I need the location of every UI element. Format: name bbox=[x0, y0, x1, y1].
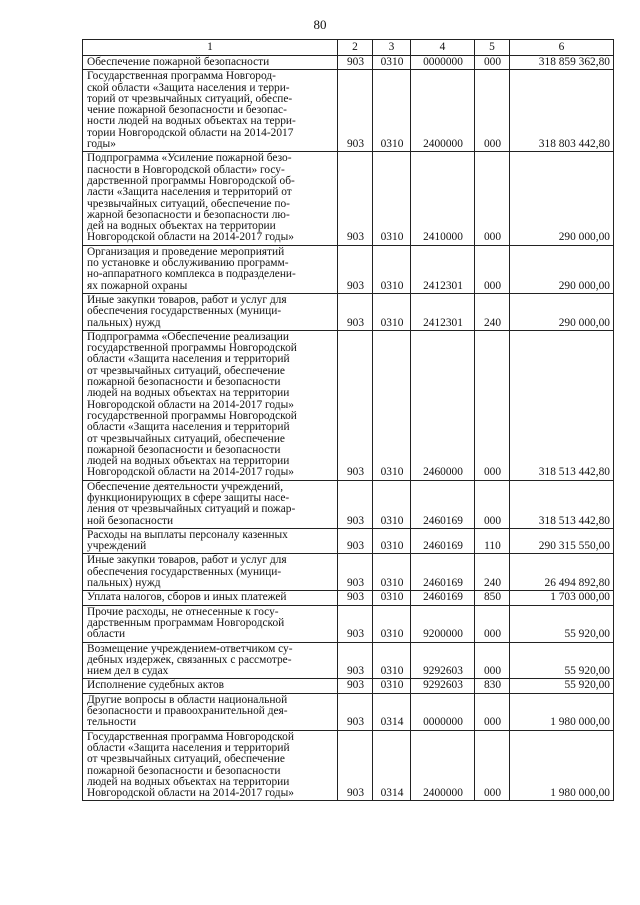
row-name-line: Государственная программа Новгород- bbox=[87, 70, 276, 83]
row-name-line: ях пожарной охраны bbox=[87, 279, 188, 292]
row-name-line: тории Новгородской области на 2014-2017 bbox=[87, 126, 294, 139]
section-code-cell: 0310 bbox=[373, 591, 411, 605]
table-row bbox=[83, 730, 614, 801]
target-article-code-cell: 2460169 bbox=[411, 554, 475, 591]
row-name-cell bbox=[83, 642, 338, 679]
row-name-line: Иные закупки товаров, работ и услуг для bbox=[87, 554, 287, 567]
row-name-line: Новгородской области на 2014-2017 годы» bbox=[87, 466, 294, 479]
expense-type-code-cell: 000 bbox=[475, 642, 510, 679]
row-name-line: Расходы на выплаты персоналу казенных bbox=[87, 528, 288, 541]
amount-cell: 318 803 442,80 bbox=[510, 70, 614, 152]
target-article-code-cell: 2400000 bbox=[411, 70, 475, 152]
row-name-line: дей на водных объектах на территории bbox=[87, 220, 276, 233]
row-name-line: Обеспечение деятельности учреждений, bbox=[87, 480, 284, 493]
target-article-code-cell: 2460169 bbox=[411, 528, 475, 554]
expense-type-code-cell: 850 bbox=[475, 591, 510, 605]
target-article-code-cell: 9292603 bbox=[411, 642, 475, 679]
table-row bbox=[83, 330, 614, 480]
ministry-code-cell: 903 bbox=[338, 554, 373, 591]
table-row bbox=[83, 693, 614, 730]
row-name-line: пальных) нужд bbox=[87, 316, 161, 329]
row-name-line: чение пожарной безопасности и безопас- bbox=[87, 104, 287, 117]
section-code-cell: 0314 bbox=[373, 693, 411, 730]
section-code-cell: 0310 bbox=[373, 56, 411, 70]
amount-cell: 318 859 362,80 bbox=[510, 56, 614, 70]
column-header: 3 bbox=[373, 40, 411, 56]
ministry-code-cell: 903 bbox=[338, 605, 373, 642]
amount-cell: 55 920,00 bbox=[510, 679, 614, 693]
row-name-line: ласти «Защита населения и территорий от bbox=[87, 186, 292, 199]
section-code-cell: 0310 bbox=[373, 480, 411, 528]
row-name-cell bbox=[83, 245, 338, 293]
column-header: 2 bbox=[338, 40, 373, 56]
section-code-cell: 0310 bbox=[373, 642, 411, 679]
row-name-line: Организация и проведение мероприятий bbox=[87, 245, 285, 258]
row-name-line: функционирующих в сфере защиты насе- bbox=[87, 491, 290, 504]
row-name-line: области «Защита населения и территорий bbox=[87, 741, 290, 754]
row-name-line: от чрезвычайных ситуаций, обеспечение bbox=[87, 432, 285, 445]
row-name-line: нием дел в судах bbox=[87, 665, 169, 678]
table-row bbox=[83, 293, 614, 330]
section-code-cell: 0310 bbox=[373, 293, 411, 330]
amount-cell: 290 000,00 bbox=[510, 152, 614, 245]
row-name-line: Уплата налогов, сборов и иных платежей bbox=[87, 591, 287, 604]
row-name-line: Прочие расходы, не отнесенные к госу- bbox=[87, 605, 279, 618]
amount-cell: 55 920,00 bbox=[510, 642, 614, 679]
ministry-code-cell: 903 bbox=[338, 693, 373, 730]
row-name-line: пальных) нужд bbox=[87, 577, 161, 590]
row-name-line: обеспечения государственных (муници- bbox=[87, 565, 282, 578]
ministry-code-cell: 903 bbox=[338, 70, 373, 152]
amount-cell: 290 000,00 bbox=[510, 245, 614, 293]
ministry-code-cell: 903 bbox=[338, 56, 373, 70]
section-code-cell: 0310 bbox=[373, 70, 411, 152]
row-name-line: пожарной безопасности и безопасности bbox=[87, 443, 281, 456]
row-name-line: людей на водных объектах на территории bbox=[87, 387, 290, 400]
row-name-line: чрезвычайных ситуаций, обеспечение по- bbox=[87, 197, 290, 210]
row-name-line: Новгородской области на 2014-2017 годы» bbox=[87, 398, 294, 411]
row-name-cell bbox=[83, 591, 338, 605]
target-article-code-cell: 9292603 bbox=[411, 679, 475, 693]
row-name-line: Возмещение учреждением-ответчиком су- bbox=[87, 642, 293, 655]
ministry-code-cell: 903 bbox=[338, 642, 373, 679]
row-name-line: Обеспечение пожарной безопасности bbox=[87, 56, 270, 68]
section-code-cell: 0310 bbox=[373, 554, 411, 591]
expense-type-code-cell: 000 bbox=[475, 56, 510, 70]
row-name-line: ной безопасности bbox=[87, 514, 174, 527]
row-name-line: от чрезвычайных ситуаций, обеспечение bbox=[87, 364, 285, 377]
section-code-cell: 0310 bbox=[373, 605, 411, 642]
target-article-code-cell: 2460169 bbox=[411, 480, 475, 528]
expense-type-code-cell: 000 bbox=[475, 480, 510, 528]
row-name-line: Исполнение судебных актов bbox=[87, 679, 225, 692]
ministry-code-cell: 903 bbox=[338, 293, 373, 330]
amount-cell: 55 920,00 bbox=[510, 605, 614, 642]
table-row bbox=[83, 591, 614, 605]
section-code-cell: 0314 bbox=[373, 730, 411, 801]
row-name-line: государственной программы Новгородской bbox=[87, 409, 297, 422]
table-row bbox=[83, 70, 614, 152]
row-name-line: людей на водных объектах на территории bbox=[87, 775, 290, 788]
target-article-code-cell: 2412301 bbox=[411, 293, 475, 330]
table-body bbox=[83, 56, 614, 801]
expense-type-code-cell: 830 bbox=[475, 679, 510, 693]
row-name-line: области «Защита населения и территорий bbox=[87, 421, 290, 434]
row-name-cell bbox=[83, 330, 338, 480]
ministry-code-cell: 903 bbox=[338, 480, 373, 528]
row-name-line: государственной программы Новгородской bbox=[87, 342, 297, 355]
row-name-line: Иные закупки товаров, работ и услуг для bbox=[87, 293, 287, 306]
row-name-line: Новгородской области на 2014-2017 годы» bbox=[87, 231, 294, 244]
target-article-code-cell: 2460000 bbox=[411, 330, 475, 480]
row-name-cell bbox=[83, 693, 338, 730]
header-row bbox=[83, 40, 614, 56]
expense-type-code-cell: 000 bbox=[475, 152, 510, 245]
row-name-line: Подпрограмма «Усиление пожарной безо- bbox=[87, 152, 292, 165]
row-name-line: но-аппаратного комплекса в подразделени- bbox=[87, 268, 296, 281]
row-name-line: ской области «Защита населения и терри- bbox=[87, 81, 290, 94]
row-name-cell bbox=[83, 293, 338, 330]
row-name-cell bbox=[83, 528, 338, 554]
ministry-code-cell: 903 bbox=[338, 152, 373, 245]
row-name-cell bbox=[83, 56, 338, 70]
amount-cell: 1 703 000,00 bbox=[510, 591, 614, 605]
table-row bbox=[83, 528, 614, 554]
table-row bbox=[83, 554, 614, 591]
expense-type-code-cell: 000 bbox=[475, 330, 510, 480]
table-row bbox=[83, 152, 614, 245]
row-name-cell bbox=[83, 730, 338, 801]
row-name-cell bbox=[83, 554, 338, 591]
target-article-code-cell: 0000000 bbox=[411, 693, 475, 730]
amount-cell: 290 000,00 bbox=[510, 293, 614, 330]
row-name-line: ления от чрезвычайных ситуаций и пожар- bbox=[87, 503, 296, 516]
expense-type-code-cell: 240 bbox=[475, 554, 510, 591]
section-code-cell: 0310 bbox=[373, 679, 411, 693]
column-header: 1 bbox=[83, 40, 338, 56]
target-article-code-cell: 2460169 bbox=[411, 591, 475, 605]
row-name-line: Подпрограмма «Обеспечение реализации bbox=[87, 330, 289, 343]
table-row bbox=[83, 480, 614, 528]
row-name-line: по установке и обслуживанию программ- bbox=[87, 257, 289, 270]
row-name-cell bbox=[83, 152, 338, 245]
column-header: 6 bbox=[510, 40, 614, 56]
row-name-line: области «Защита населения и территорий bbox=[87, 353, 290, 366]
row-name-line: Другие вопросы в области национальной bbox=[87, 693, 288, 706]
row-name-cell bbox=[83, 679, 338, 693]
ministry-code-cell: 903 bbox=[338, 330, 373, 480]
target-article-code-cell: 2400000 bbox=[411, 730, 475, 801]
amount-cell: 1 980 000,00 bbox=[510, 730, 614, 801]
section-code-cell: 0310 bbox=[373, 528, 411, 554]
ministry-code-cell: 903 bbox=[338, 591, 373, 605]
table-row bbox=[83, 605, 614, 642]
row-name-line: пожарной безопасности и безопасности bbox=[87, 376, 281, 389]
amount-cell: 318 513 442,80 bbox=[510, 330, 614, 480]
target-article-code-cell: 2410000 bbox=[411, 152, 475, 245]
page-number: 80 bbox=[313, 17, 327, 32]
row-name-line: годы» bbox=[87, 138, 116, 151]
row-name-cell bbox=[83, 605, 338, 642]
row-name-line: жарной безопасности и безопасности лю- bbox=[87, 208, 290, 221]
row-name-line: Новгородской области на 2014-2017 годы» bbox=[87, 787, 294, 800]
table-row bbox=[83, 642, 614, 679]
expense-type-code-cell: 240 bbox=[475, 293, 510, 330]
section-code-cell: 0310 bbox=[373, 245, 411, 293]
expense-type-code-cell: 000 bbox=[475, 245, 510, 293]
ministry-code-cell: 903 bbox=[338, 245, 373, 293]
row-name-line: области bbox=[87, 628, 126, 641]
amount-cell: 318 513 442,80 bbox=[510, 480, 614, 528]
expense-type-code-cell: 110 bbox=[475, 528, 510, 554]
row-name-line: обеспечения государственных (муници- bbox=[87, 305, 282, 318]
row-name-line: от чрезвычайных ситуаций, обеспечение bbox=[87, 753, 285, 766]
section-code-cell: 0310 bbox=[373, 330, 411, 480]
section-code-cell: 0310 bbox=[373, 152, 411, 245]
row-name-line: дарственной программы Новгородской об- bbox=[87, 174, 295, 187]
amount-cell: 26 494 892,80 bbox=[510, 554, 614, 591]
amount-cell: 1 980 000,00 bbox=[510, 693, 614, 730]
expense-type-code-cell: 000 bbox=[475, 605, 510, 642]
row-name-cell bbox=[83, 480, 338, 528]
amount-cell: 290 315 550,00 bbox=[510, 528, 614, 554]
row-name-line: учреждений bbox=[87, 540, 147, 553]
row-name-cell bbox=[83, 70, 338, 152]
column-header: 5 bbox=[475, 40, 510, 56]
expense-type-code-cell: 000 bbox=[475, 730, 510, 801]
row-name-line: пожарной безопасности и безопасности bbox=[87, 764, 281, 777]
row-name-line: людей на водных объектах на территории bbox=[87, 455, 290, 468]
target-article-code-cell: 0000000 bbox=[411, 56, 475, 70]
table-row bbox=[83, 56, 614, 70]
table-row bbox=[83, 679, 614, 693]
row-name-line: ности людей на водных объектах на терри- bbox=[87, 115, 296, 128]
column-header: 4 bbox=[411, 40, 475, 56]
row-name-line: дебных издержек, связанных с рассмотре- bbox=[87, 653, 292, 666]
row-name-line: тельности bbox=[87, 716, 137, 729]
row-name-line: Государственная программа Новгородской bbox=[87, 730, 294, 743]
budget-table bbox=[82, 39, 614, 801]
expense-type-code-cell: 000 bbox=[475, 693, 510, 730]
row-name-line: пасности в Новгородской области» госу- bbox=[87, 163, 285, 176]
target-article-code-cell: 9200000 bbox=[411, 605, 475, 642]
ministry-code-cell: 903 bbox=[338, 528, 373, 554]
expense-type-code-cell: 000 bbox=[475, 70, 510, 152]
ministry-code-cell: 903 bbox=[338, 679, 373, 693]
row-name-line: дарственным программам Новгородской bbox=[87, 616, 285, 629]
table-row bbox=[83, 245, 614, 293]
row-name-line: торий от чрезвычайных ситуаций, обеспе- bbox=[87, 92, 293, 105]
ministry-code-cell: 903 bbox=[338, 730, 373, 801]
target-article-code-cell: 2412301 bbox=[411, 245, 475, 293]
row-name-line: безопасности и правоохранительной дея- bbox=[87, 705, 288, 718]
